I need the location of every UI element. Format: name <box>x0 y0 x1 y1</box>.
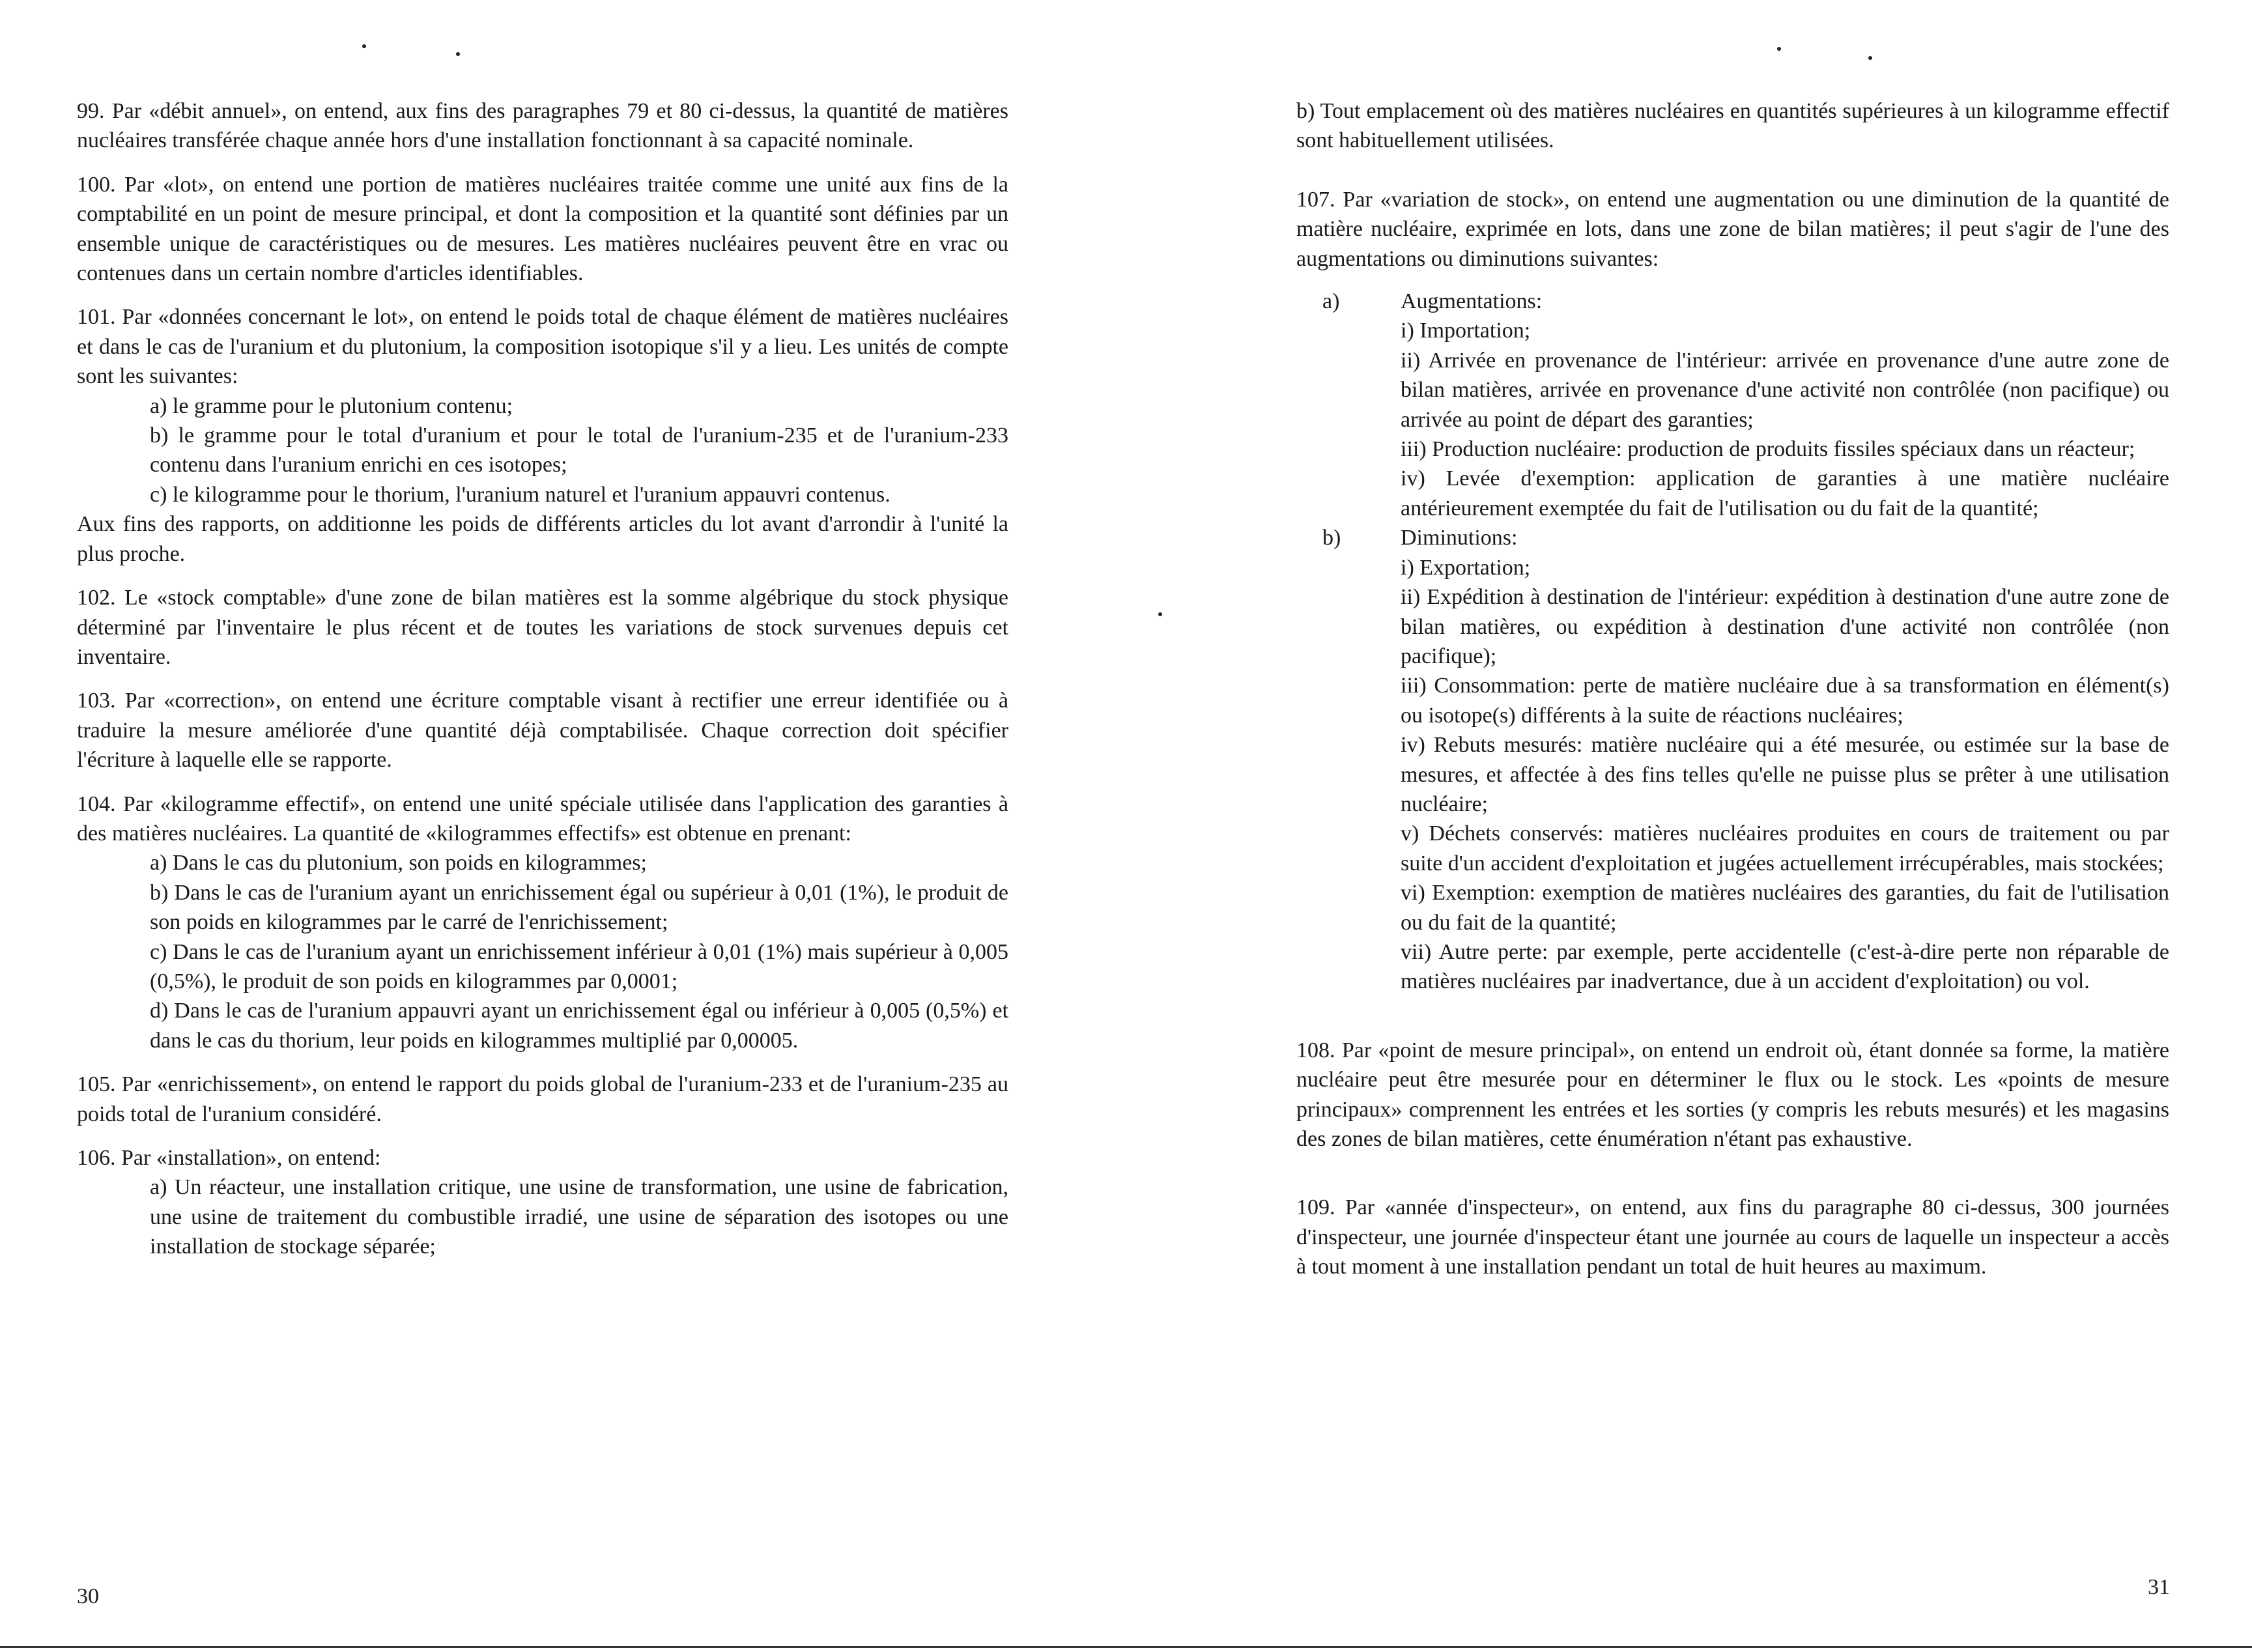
list-item: iii) Production nucléaire: production de produits fissiles spéciaux dans un réacteur; <box>1401 437 2135 462</box>
increase-section <box>1296 287 2169 523</box>
paragraph-106 <box>77 1143 1008 1262</box>
bottom-edge-rule <box>0 1646 2252 1648</box>
paragraph-99: 99. Par «débit annuel», on entend, aux fins des paragraphes 79 et 80 ci-dessus, la quantité de matières nucléaires transférée chaque année hors d'une installation fonctionnant à sa capacité nominale. <box>77 99 1008 153</box>
list-item: iii) Consommation: perte de matière nucléaire due à sa transformation en élément(s) ou isotope(s) différents à la suite de réactions nucléaires; <box>1401 674 2169 728</box>
list-item: vii) Autre perte: par exemple, perte accidentelle (c'est-à-dire perte non réparable de matières nucléaires par inadvertance, due à un accident d'exploitation) ou vol. <box>1401 939 2169 994</box>
paragraph-109: 109. Par «année d'inspecteur», on entend, aux fins du paragraphe 80 ci-dessus, 300 journées d'inspecteur, une journée d'inspecteur étant une journée au cours de laquelle un inspecteur a accès à tout moment à une installation pendant un total de huit heures au maximum. <box>1296 1195 2169 1279</box>
list-item: vi) Exemption: exemption de matières nucléaires des garanties, du fait de l'utilisation ou du fait de la quantité; <box>1401 881 2169 935</box>
paragraph-104-intro: 104. Par «kilogramme effectif», on entend une unité spéciale utilisée dans l'application des garanties à des matières nucléaires. La quantité de «kilogrammes effectifs» est obtenue en prenant: <box>77 791 1008 846</box>
left-page-text <box>77 96 1008 1276</box>
section-label: a) <box>1322 289 1340 314</box>
print-speck <box>362 44 366 48</box>
section-body <box>1401 523 2169 997</box>
list-item: iv) Levée d'exemption: application de garanties à une matière nucléaire antérieurement exemptée du fait de l'utilisation ou du fait de la quantité; <box>1401 466 2169 520</box>
list-item: d) Dans le cas de l'uranium appauvri ayant un enrichissement égal ou inférieur à 0,005 (0,5%) et dans le cas du thorium, leur poids en kilogrammes multiplié par 0,00005. <box>150 999 1008 1053</box>
print-speck <box>456 52 460 56</box>
paragraph-108: 108. Par «point de mesure principal», on entend un endroit où, étant donnée sa forme, la matière nucléaire peut être mesurée pour en déterminer le flux ou le stock. Les «points de mesure principaux» comprennent les entrées et les sorties (y compris les rebuts mesurés) et les magasins des zones de bilan matières, cette énumération n'étant pas exhaustive. <box>1296 1038 2169 1151</box>
list-item: c) le kilogramme pour le thorium, l'uranium naturel et l'uranium appauvri contenus. <box>150 482 891 507</box>
paragraph-100: 100. Par «lot», on entend une portion de matières nucléaires traitée comme une unité aux fins de la comptabilité en un point de mesure principal, et dont la composition et la quantité sont définies par un ensemble unique de caractéristiques ou de mesures. Les matières nucléaires peuvent être en vrac ou contenues dans un certain nombre d'articles identifiables. <box>77 172 1008 286</box>
list-item: a) le gramme pour le plutonium contenu; <box>150 393 513 418</box>
paragraph-103: 103. Par «correction», on entend une écriture comptable visant à rectifier une erreur identifiée ou à traduire la mesure améliorée d'une quantité déjà comptabilisée. Chaque correction doit spécifier l'écriture à laquelle elle se rapporte. <box>77 689 1008 773</box>
list-item: b) le gramme pour le total d'uranium et pour le total de l'uranium-235 et de l'uranium-233 contenu dans l'uranium enrichi en ces isotopes; <box>150 423 1008 477</box>
list-item: ii) Arrivée en provenance de l'intérieur: arrivée en provenance d'une autre zone de bilan matières, arrivée en provenance d'une activité non contrôlée (non pacifique) ou arrivée au point de départ des garanties; <box>1401 348 2169 432</box>
list-item: iv) Rebuts mesurés: matière nucléaire qui a été mesurée, ou estimée sur la base de mesures, et affectée à des fins telles qu'elle ne puisse plus se prêter à une utilisation nucléaire; <box>1401 733 2169 816</box>
paragraph-106-intro: 106. Par «installation», on entend: <box>77 1146 381 1170</box>
paragraph-101 <box>77 302 1008 569</box>
list-item: b) Dans le cas de l'uranium ayant un enrichissement égal ou supérieur à 0,01 (1%), le produit de son poids en kilogrammes par le carré de l'enrichissement; <box>150 880 1008 935</box>
print-speck <box>1868 56 1872 60</box>
list-item: i) Exportation; <box>1401 555 1531 580</box>
section-label: b) <box>1322 526 1341 550</box>
right-page-text <box>1296 96 2169 1296</box>
list-item: ii) Expédition à destination de l'intérieur: expédition à destination d'une autre zone de bilan matières, ou expédition à destination d'une activité non contrôlée (non pacifique); <box>1401 585 2169 668</box>
list-item: v) Déchets conservés: matières nucléaires produites en cours de traitement ou par suite d'un accident d'exploitation et jugées actuellement irrécupérables, mais stockées; <box>1401 821 2169 876</box>
list-item: c) Dans le cas de l'uranium ayant un enrichissement inférieur à 0,01 (1%) mais supérieur à 0,005 (0,5%), le produit de son poids en kilogrammes par 0,0001; <box>150 939 1008 993</box>
paragraph-107 <box>1296 185 2169 997</box>
list-item: a) Dans le cas du plutonium, son poids en kilogrammes; <box>150 851 647 876</box>
print-speck <box>1777 47 1781 51</box>
paragraph-101-outro: Aux fins des rapports, on additionne les poids de différents articles du lot avant d'arrondir à l'unité la plus proche. <box>77 512 1008 566</box>
paragraph-106-continuation: b) Tout emplacement où des matières nucléaires en quantités supérieures à un kilogramme effectif sont habituellement utilisées. <box>1296 99 2169 153</box>
right-page <box>1126 0 2252 1652</box>
page-number: 31 <box>2148 1575 2170 1599</box>
paragraph-101-intro: 101. Par «données concernant le lot», on entend le poids total de chaque élément de matières nucléaires et dans le cas de l'uranium et du plutonium, la composition isotopique s'il y a lieu. Les unités de compte sont les suivantes: <box>77 305 1008 389</box>
section-body <box>1401 287 2169 523</box>
decrease-section <box>1296 523 2169 997</box>
paragraph-104 <box>77 790 1008 1056</box>
section-title: Diminutions: <box>1401 526 1518 550</box>
list-item: i) Importation; <box>1401 319 1531 343</box>
paragraph-102: 102. Le «stock comptable» d'une zone de bilan matières est la somme algébrique du stock physique déterminé par l'inventaire le plus récent et de toutes les variations de stock survenues depuis cet inventaire. <box>77 586 1008 669</box>
page-number: 30 <box>77 1584 99 1608</box>
list-item: a) Un réacteur, une installation critique, une usine de transformation, une usine de fabrication, une usine de traitement du combustible irradié, une usine de séparation des isotopes ou une installation de stockage séparée; <box>150 1175 1008 1259</box>
section-title: Augmentations: <box>1401 289 1543 314</box>
paragraph-105: 105. Par «enrichissement», on entend le rapport du poids global de l'uranium-233 et de l'uranium-235 au poids total de l'uranium considéré. <box>77 1072 1008 1126</box>
paragraph-107-intro: 107. Par «variation de stock», on entend une augmentation ou une diminution de la quantité de matière nucléaire, exprimée en lots, dans une zone de bilan matières; il peut s'agir de l'une des augmentations ou diminutions suivantes: <box>1296 187 2169 271</box>
print-speck <box>1158 612 1162 616</box>
